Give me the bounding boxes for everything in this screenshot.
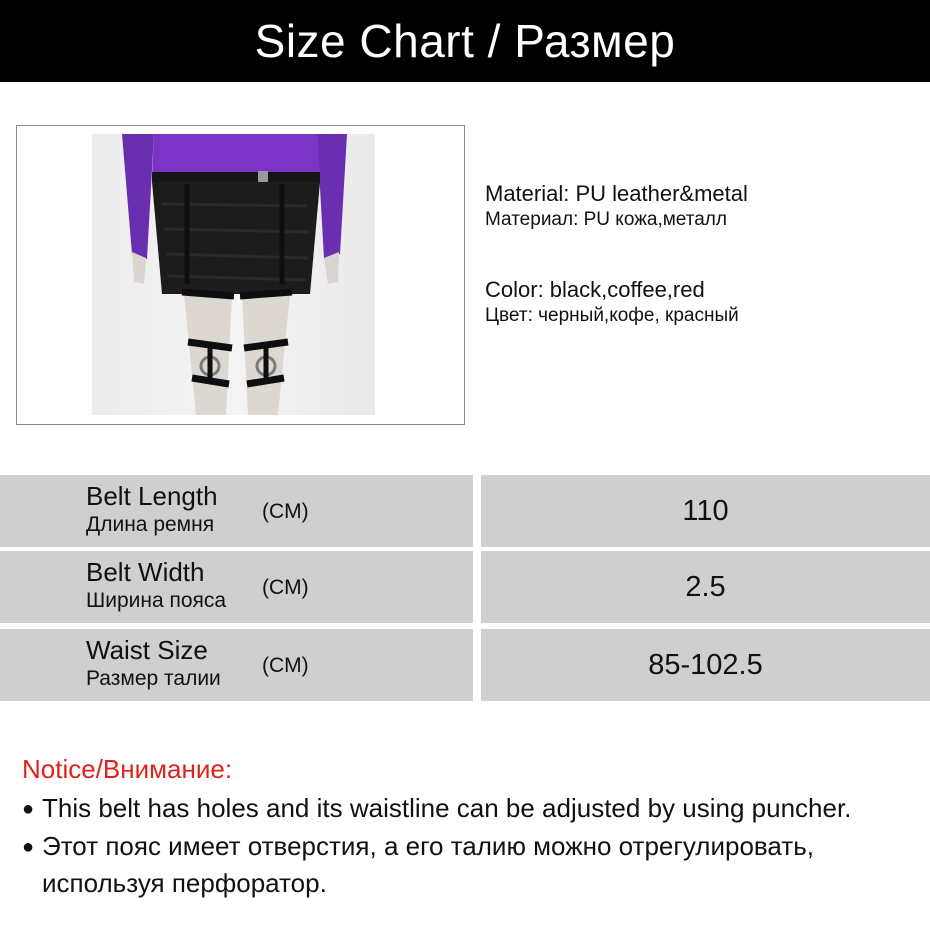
size-label-cell xyxy=(0,551,473,623)
notice-item-ru xyxy=(22,831,814,862)
size-row-waist-size xyxy=(0,629,930,701)
size-label-en: Belt Length xyxy=(86,481,218,511)
size-value: 2.5 xyxy=(481,551,930,623)
notice-title: Notice/Внимание: xyxy=(22,754,233,784)
material-info xyxy=(485,181,748,231)
notice-text-en: This belt has holes and its waistline can be adjusted by using puncher. xyxy=(42,793,852,823)
size-value: 85-102.5 xyxy=(481,629,930,701)
color-en: Color: black,coffee,red xyxy=(485,277,705,302)
notice-text-ru: Этот пояс имеет отверстия, а его талию можно отрегулировать, xyxy=(42,831,814,861)
size-label-cell xyxy=(0,475,473,547)
size-unit: (CM) xyxy=(262,576,309,599)
product-photo xyxy=(92,134,375,415)
notice-item-ru-continued xyxy=(42,868,327,899)
size-row-belt-length xyxy=(0,475,930,547)
size-unit: (CM) xyxy=(262,654,309,677)
bullet-icon: ● xyxy=(22,798,35,820)
size-label-ru: Ширина пояса xyxy=(86,589,227,612)
size-label-en: Waist Size xyxy=(86,635,208,665)
material-en: Material: PU leather&metal xyxy=(485,181,748,206)
size-label-ru: Длина ремня xyxy=(86,513,215,536)
mannequin-garter-belt-icon xyxy=(92,134,375,415)
color-ru: Цвет: черный,кофе, красный xyxy=(485,305,739,326)
size-unit: (CM) xyxy=(262,500,309,523)
size-row-belt-width xyxy=(0,551,930,623)
size-label-ru: Размер талии xyxy=(86,667,221,690)
product-image-frame xyxy=(16,125,465,425)
color-info xyxy=(485,277,739,327)
material-ru: Материал: PU кожа,металл xyxy=(485,209,727,230)
size-label-cell xyxy=(0,629,473,701)
notice-item-en xyxy=(22,793,851,824)
size-label-en: Belt Width xyxy=(86,557,205,587)
notice-text-ru-continued: используя перфоратор. xyxy=(42,868,327,898)
bullet-icon: ● xyxy=(22,836,35,858)
size-value: 110 xyxy=(481,475,930,547)
page-title: Size Chart / Размер xyxy=(0,0,930,82)
